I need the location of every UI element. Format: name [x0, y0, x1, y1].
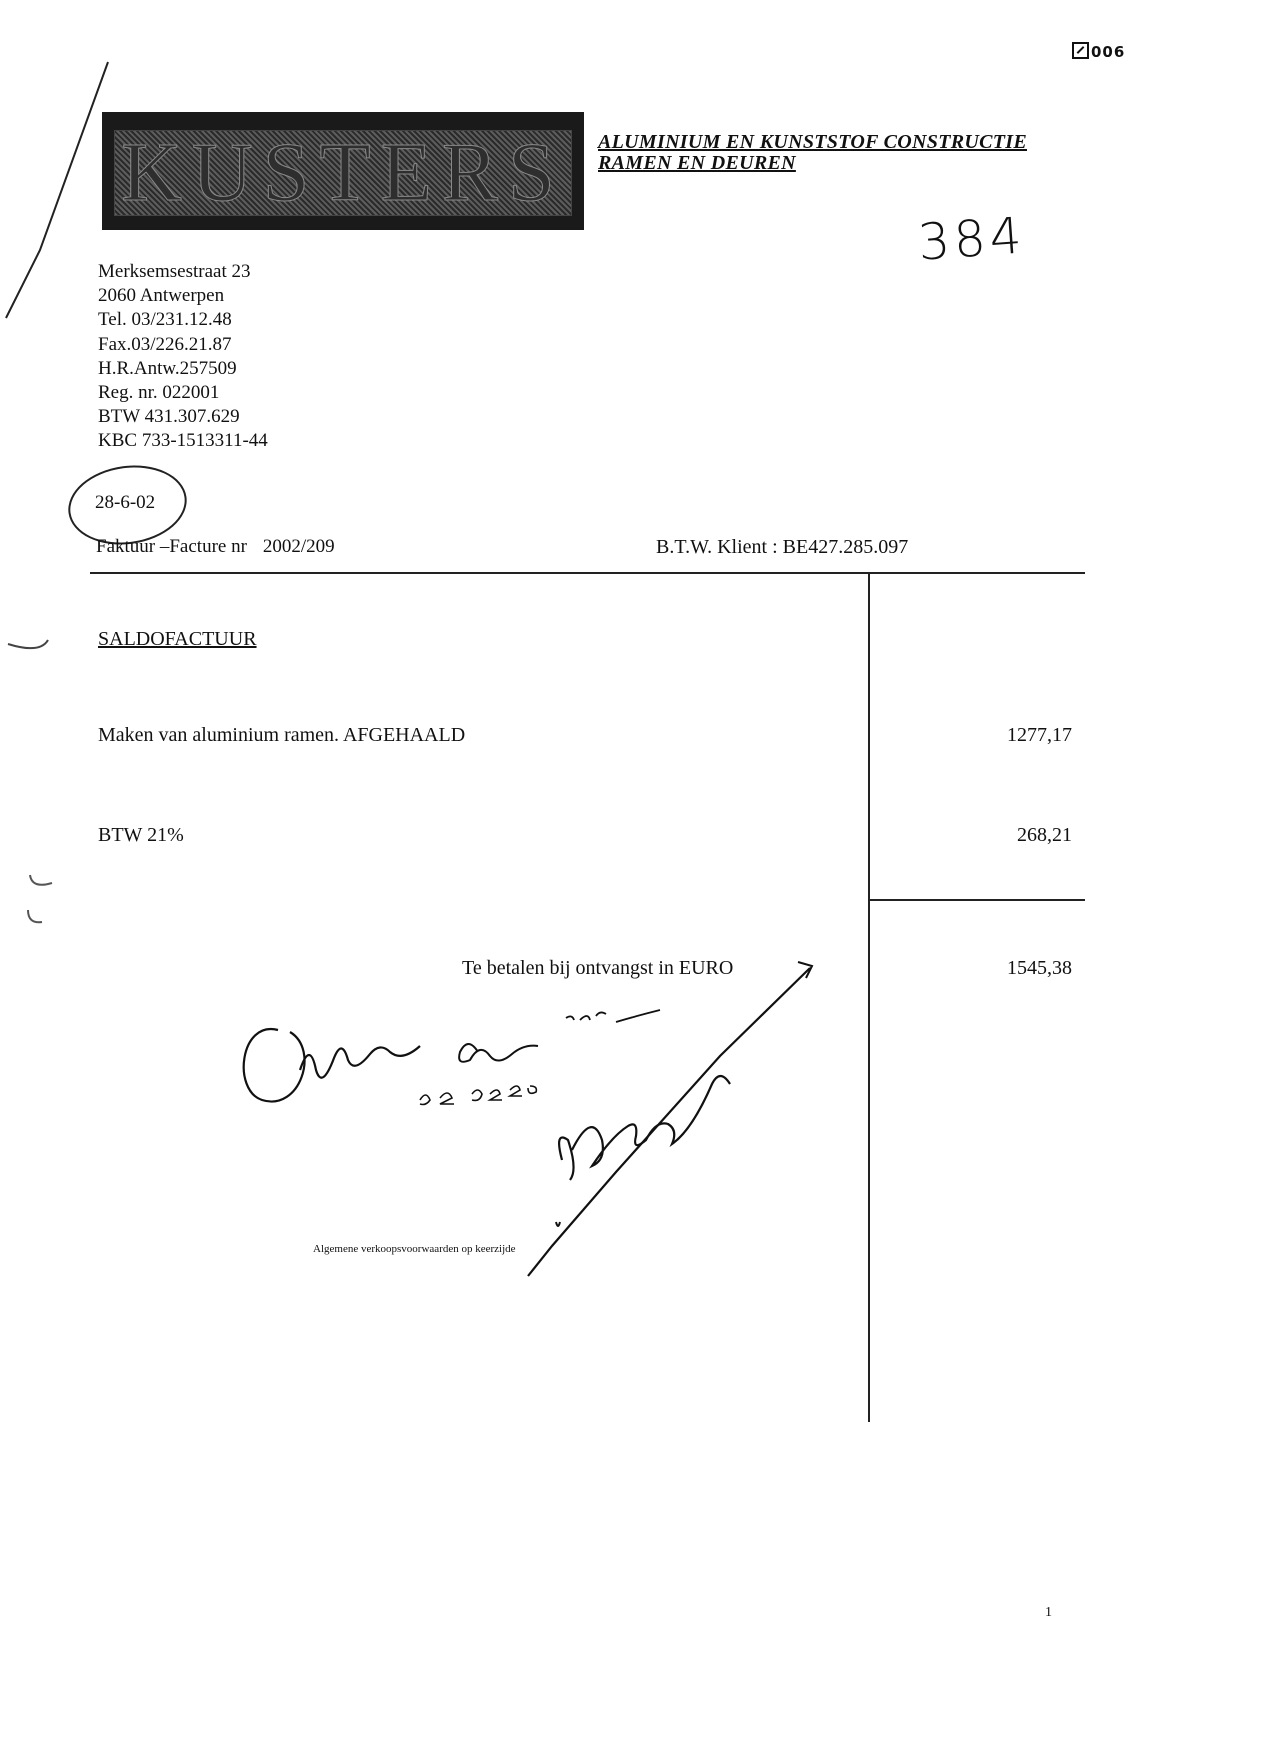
tagline-line-1: ALUMINIUM EN KUNSTSTOF CONSTRUCTIE — [598, 131, 1027, 153]
total-label: Te betalen bij ontvangst in EURO — [462, 957, 734, 979]
vat-amount: 268,21 — [1017, 824, 1072, 846]
total-amount: 1545,38 — [1007, 957, 1072, 979]
invoice-date: 28-6-02 — [95, 492, 156, 513]
handwritten-reference-number: 384 — [916, 206, 1028, 272]
address-vat: BTW 431.307.629 — [98, 406, 240, 428]
page-number: 1 — [1045, 1605, 1052, 1620]
fax-page-number: 006 — [1091, 43, 1126, 61]
address-bank: KBC 733-1513311-44 — [98, 430, 268, 452]
invoice-number-label: Faktuur –Facture nr — [96, 536, 247, 557]
address-street: Merksemsestraat 23 — [98, 261, 251, 282]
invoice-title: SALDOFACTUUR — [98, 628, 257, 650]
address-registration: Reg. nr. 022001 — [98, 382, 220, 404]
address-phone: Tel. 03/231.12.48 — [98, 309, 232, 331]
tagline-line-2: RAMEN EN DEUREN — [598, 152, 796, 174]
logo-text: KUSTERS — [121, 126, 565, 219]
vat-description: BTW 21% — [98, 824, 184, 846]
line-item-amount: 1277,17 — [1007, 724, 1072, 746]
address-fax: Fax.03/226.21.87 — [98, 333, 232, 355]
address-trade-register: H.R.Antw.257509 — [98, 357, 237, 379]
client-vat-number: B.T.W. Klient : BE427.285.097 — [656, 536, 909, 558]
terms-notice: Algemene verkoopsvoorwaarden op keerzijde — [313, 1243, 516, 1255]
invoice-number: 2002/209 — [262, 536, 335, 557]
line-item-description: Maken van aluminium ramen. AFGEHAALD — [98, 724, 466, 746]
address-city: 2060 Antwerpen — [98, 285, 225, 307]
